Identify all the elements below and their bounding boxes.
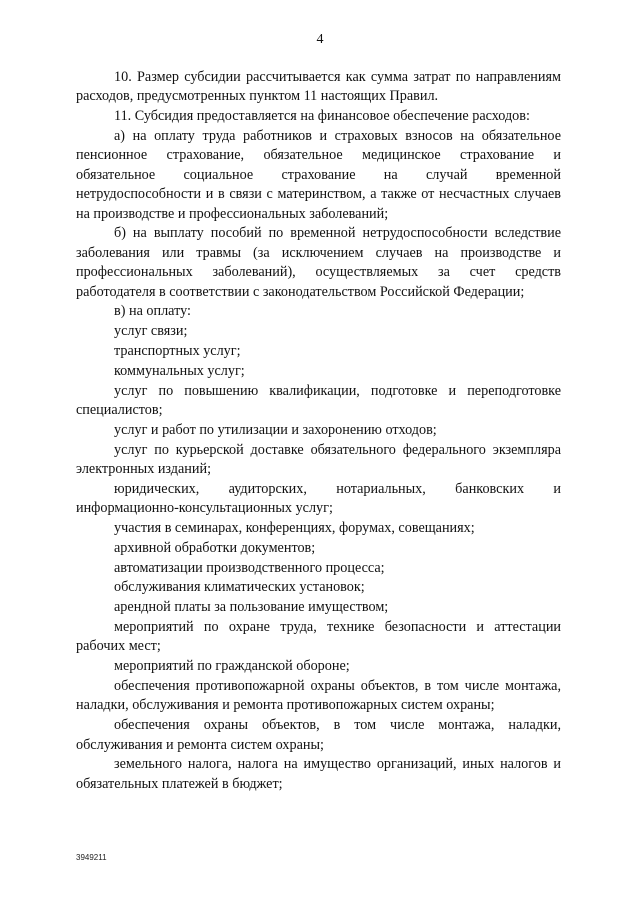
paragraph-subitem-a: а) на оплату труда работников и страховых взносов на обязательное пенсионное страхование, обязательное медицинское страхование и обязательное социальное страхование на случай временной нетрудоспособности и в связи с материнством, а также от несчастных случаев на производстве и профессиональных заболеваний; [76,128,561,222]
page-number: 4 [316,32,324,47]
list-item: коммунальных услуг; [114,362,245,379]
paragraph-subitem-b: б) на выплату пособий по временной нетрудоспособности вследствие заболевания или травмы (за исключением случаев на производстве и профессиональных заболеваний), осуществляемых за счет средств работодателя в соответствии с законодательством Российской Федерации; [76,225,561,300]
list-item: мероприятий по гражданской обороне; [114,658,350,675]
list-item: транспортных услуг; [114,343,241,360]
list-item: обеспечения противопожарной охраны объектов, в том числе монтажа, наладки, обслуживания и ремонта противопожарных систем охраны; [76,678,561,714]
list-item: услуг связи; [114,323,188,340]
list-item: обслуживания климатических установок; [114,579,365,596]
list-item: мероприятий по охране труда, технике безопасности и аттестации рабочих мест; [76,619,561,655]
list-item: земельного налога, налога на имущество организаций, иных налогов и обязательных платежей в бюджет; [76,756,561,792]
list-item: услуг по курьерской доставке обязательного федерального экземпляра электронных изданий; [76,441,561,478]
list-item: услуг и работ по утилизации и захоронению отходов; [114,421,437,438]
list-item: услуг по повышению квалификации, подготовке и переподготовке специалистов; [76,382,561,419]
list-item: обеспечения охраны объектов, в том числе монтажа, наладки, обслуживания и ремонта систем охраны; [76,717,561,753]
list-item: арендной платы за пользование имуществом; [114,599,389,616]
document-code: 3949211 [76,853,107,862]
list-item: юридических, аудиторских, нотариальных, банковских и информационно-консультационных услуг; [76,480,561,517]
document-body [76,68,561,795]
list-item: автоматизации производственного процесса; [114,559,385,576]
paragraph-item-10: 10. Размер субсидии рассчитывается как сумма затрат по направлениям расходов, предусмотренных пунктом 11 настоящих Правил. [76,69,561,105]
list-item: участия в семинарах, конференциях, форумах, совещаниях; [114,520,475,537]
paragraph-item-11: 11. Субсидия предоставляется на финансовое обеспечение расходов: [114,108,530,125]
list-item: архивной обработки документов; [114,539,316,556]
paragraph-subitem-v: в) на оплату: [114,303,191,320]
